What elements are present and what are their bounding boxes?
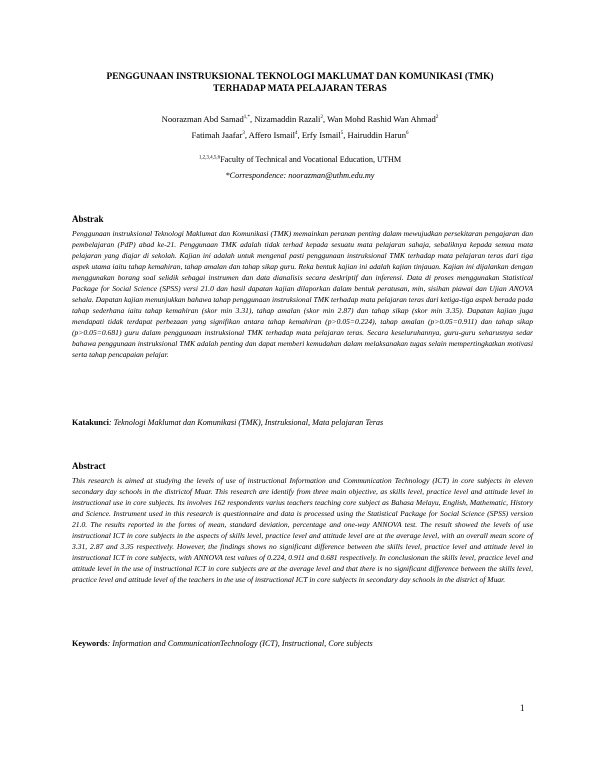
author-list [60, 111, 540, 143]
author-line-1 [60, 111, 540, 127]
author-name: Noorazman Abd Samad [161, 114, 244, 124]
author-affil-sup: 4 [295, 131, 298, 137]
correspondence-email: *Correspondence: noorazman@uthm.edu.my [225, 171, 375, 180]
keywords-text: : Information and CommunicationTechnology (ICT), Instructional, Core subjects [107, 639, 373, 648]
affiliation-sup: 1,2,3,4,5,6 [198, 155, 221, 161]
title-line-1: PENGGUNAAN INSTRUKSIONAL TEKNOLOGI MAKLUMAT DAN KOMUNIKASI (TMK) [106, 72, 494, 82]
author-name: , Affero Ismail [244, 130, 296, 140]
author-affil-sup: 3 [242, 131, 245, 137]
abstract-heading: Abstract [72, 461, 106, 471]
author-affil-sup: 1,* [243, 115, 251, 121]
author-affil-sup: 5 [340, 131, 344, 137]
title-line-2: TERHADAP MATA PELAJARAN TERAS [213, 84, 387, 94]
page-number: 1 [520, 703, 525, 713]
keywords-label: Keywords [72, 639, 108, 648]
paper-title [60, 71, 540, 95]
author-affil-sup: 2 [435, 115, 439, 121]
author-name: , Nizamaddin Razali [250, 114, 321, 124]
katakunci-text: : Teknologi Maklumat dan Komunikasi (TMK), Instruksional, Mata pelajaran Teras [108, 418, 384, 427]
katakunci-line [72, 418, 533, 427]
abstract-body: This research is aimed at studying the levels of use of instructional Information and Communication Technology (ICT) in core subjects in eleven secondary day schools in the districtof Muar. This research are identify from three main objective, as skills level, practice level and attitude level in instructional use in core subjects. Its involves 162 respondents varius teachers teaching core subject as Bahasa Melayu, English, Mathematic, History and Science. Instrument used in this research is questionnaire and data is processed using the Statistical Package for Social Science (SPSS) version 21.0. The results reported in the forms of mean, standard deviation, percentage and one-way ANNOVA test. The result showed the levels of use instructional ICT in core subjects in the aspects of skills level, practice level and attitude level are at the average level, with an overall mean score of 3.31, 2.87 and 3.35 respectively. However, the findings shows no significant difference between the skills level, practice level and attitude level in instructional ICT in core subjects, with ANNOVA test values of 0.224, 0.911 and 0.681 respectively. In conclusionan the skills level, practice level and attitude level in the use of instructional ICT in core subjects are at the average level and that there is no significant difference between the skills level, practice level and attitude level of the teachers in the use of instructional ICT in core subjects in secondary day schools in the district of Muar. [72, 476, 533, 584]
author-name: , Wan Mohd Rashid Wan Ahmad [322, 114, 436, 124]
keywords-line [72, 639, 533, 648]
affiliation [60, 154, 540, 165]
abstrak-body: Penggunaan instruksional Teknologi Maklumat dan Komunikasi (TMK) memainkan peranan penting dalam mewujudkan persekitaran pengajaran dan pembelajaran (PdP) abad ke-21. Penggunaan TMK adalah tidak terhad kepada sesuatu mata pelajaran sahaja, sebaliknya kepada semua mata pelajaran yang diajar di sekolah. Kajian ini adalah untuk mengenal pasti penggunaan instruksional TMK terhadap mata pelajaran teras dari tiga aspek utama iaitu tahap kemahiran, tahap amalan dan tahap sikap guru. Reka bentuk kajian ini adalah kajian tinjauan. Kajian ini dijalankan dengan menggunakan borang soal selidik sebagai instrumen dan data dianalisis secara deskriptif dan inferensi. Data di proses menggunakan Statistical Package for Social Science (SPSS) versi 21.0 dan hasil dapatan kajian dilaporkan dalam bentuk peratusan, min, sisihan piawai dan Ujian ANOVA sehala. Dapatan kajian menunjukkan bahawa tahap penggunaan instruksional TMK terhadap mata pelajaran teras dari ketiga-tiga aspek berada pada tahap sederhana iaitu tahap kemahiran (skor min 3.31), tahap amalan (skor min 2.87) dan tahap sikap (skor min 3.35). Dapatan kajian juga mendapati tidak terdapat perbezaan yang signifikan antara tahap kemahiran (p>0.05=0.224), tahap amalan (p>0.05=0.911) dan tahap sikap (p>0.05=0.681) guru dalam penggunaan instruksional TMK terhadap mata pelajaran teras. Secara keseluruhannya, guru-guru seharusnya sedar bahawa penggunaan instruksional TMK adalah penting dan dapat memberi kemudahan dalam melaksanakan tugas selain mempertingkatkan motivasi serta tahap pencapaian pelajar. [72, 229, 533, 359]
author-name: Fatimah Jaafar [191, 130, 243, 140]
author-affil-sup: 2 [320, 115, 323, 121]
abstrak-heading: Abstrak [72, 214, 104, 224]
katakunci-label: Katakunci [72, 418, 109, 427]
affiliation-text: Faculty of Technical and Vocational Education, UTHM [220, 155, 402, 164]
author-affil-sup: 6 [406, 131, 409, 137]
author-line-2 [60, 127, 540, 143]
author-name: , Erfy Ismail [297, 130, 341, 140]
author-name: , Hairuddin Harun [343, 130, 406, 140]
